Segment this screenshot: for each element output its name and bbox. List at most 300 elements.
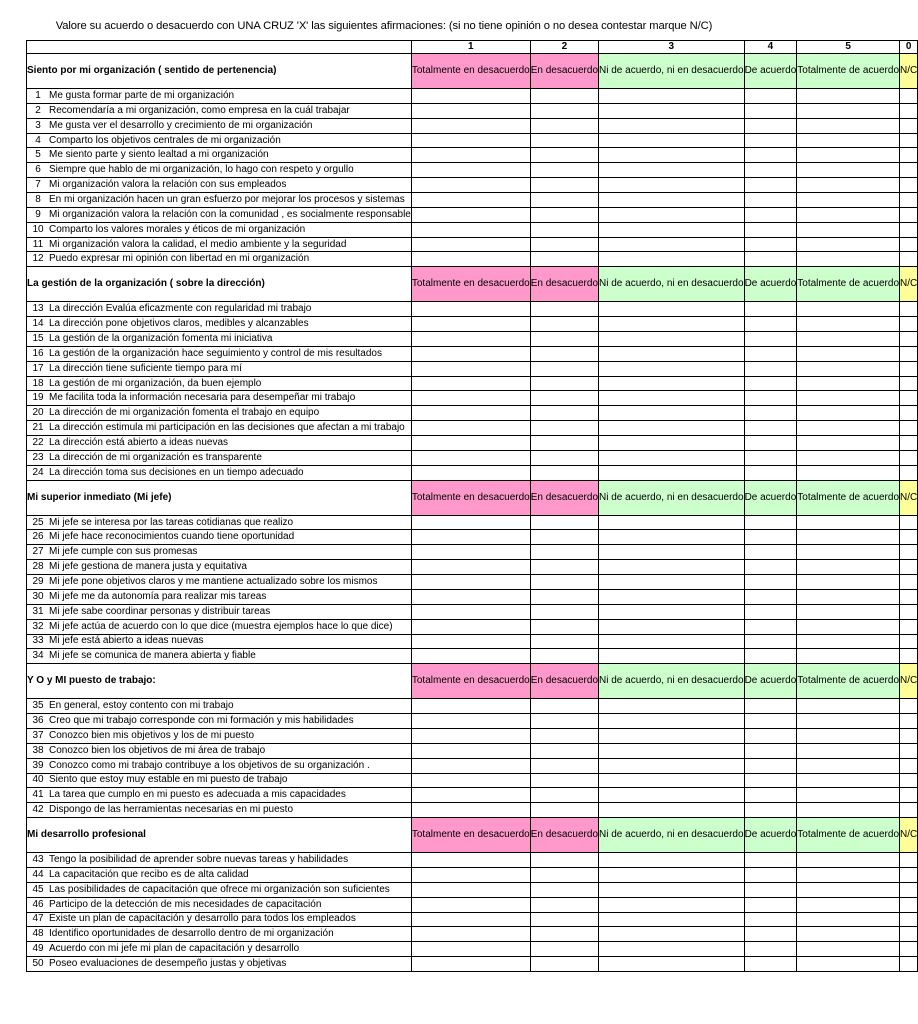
answer-cell-totalmente-de-acuerdo[interactable] <box>797 649 900 664</box>
answer-cell-nc[interactable] <box>900 714 918 729</box>
answer-cell-totalmente-en-desacuerdo[interactable] <box>411 758 530 773</box>
answer-cell-en-desacuerdo[interactable] <box>530 530 598 545</box>
answer-cell-en-desacuerdo[interactable] <box>530 882 598 897</box>
answer-cell-nc[interactable] <box>900 560 918 575</box>
answer-cell-nc[interactable] <box>900 465 918 480</box>
answer-cell-nc[interactable] <box>900 89 918 104</box>
answer-cell-ni-de-acuerdo-ni-en-desacuerdo[interactable] <box>599 530 745 545</box>
answer-cell-totalmente-en-desacuerdo[interactable] <box>411 912 530 927</box>
answer-cell-totalmente-en-desacuerdo[interactable] <box>411 193 530 208</box>
answer-cell-nc[interactable] <box>900 867 918 882</box>
answer-cell-totalmente-de-acuerdo[interactable] <box>797 604 900 619</box>
answer-cell-ni-de-acuerdo-ni-en-desacuerdo[interactable] <box>599 317 745 332</box>
answer-cell-totalmente-de-acuerdo[interactable] <box>797 436 900 451</box>
answer-cell-de-acuerdo[interactable] <box>744 302 797 317</box>
answer-cell-totalmente-de-acuerdo[interactable] <box>797 406 900 421</box>
answer-cell-totalmente-en-desacuerdo[interactable] <box>411 465 530 480</box>
answer-cell-de-acuerdo[interactable] <box>744 882 797 897</box>
answer-cell-en-desacuerdo[interactable] <box>530 728 598 743</box>
answer-cell-totalmente-en-desacuerdo[interactable] <box>411 575 530 590</box>
answer-cell-totalmente-en-desacuerdo[interactable] <box>411 853 530 868</box>
answer-cell-nc[interactable] <box>900 163 918 178</box>
answer-cell-en-desacuerdo[interactable] <box>530 634 598 649</box>
answer-cell-de-acuerdo[interactable] <box>744 530 797 545</box>
answer-cell-totalmente-en-desacuerdo[interactable] <box>411 728 530 743</box>
answer-cell-en-desacuerdo[interactable] <box>530 589 598 604</box>
answer-cell-nc[interactable] <box>900 302 918 317</box>
answer-cell-en-desacuerdo[interactable] <box>530 619 598 634</box>
answer-cell-en-desacuerdo[interactable] <box>530 118 598 133</box>
answer-cell-totalmente-en-desacuerdo[interactable] <box>411 773 530 788</box>
answer-cell-ni-de-acuerdo-ni-en-desacuerdo[interactable] <box>599 515 745 530</box>
answer-cell-ni-de-acuerdo-ni-en-desacuerdo[interactable] <box>599 103 745 118</box>
answer-cell-nc[interactable] <box>900 758 918 773</box>
answer-cell-totalmente-de-acuerdo[interactable] <box>797 773 900 788</box>
answer-cell-nc[interactable] <box>900 133 918 148</box>
answer-cell-totalmente-de-acuerdo[interactable] <box>797 332 900 347</box>
answer-cell-nc[interactable] <box>900 743 918 758</box>
answer-cell-nc[interactable] <box>900 957 918 972</box>
answer-cell-de-acuerdo[interactable] <box>744 465 797 480</box>
answer-cell-de-acuerdo[interactable] <box>744 912 797 927</box>
answer-cell-totalmente-de-acuerdo[interactable] <box>797 560 900 575</box>
answer-cell-de-acuerdo[interactable] <box>744 897 797 912</box>
answer-cell-de-acuerdo[interactable] <box>744 193 797 208</box>
answer-cell-totalmente-en-desacuerdo[interactable] <box>411 376 530 391</box>
answer-cell-en-desacuerdo[interactable] <box>530 421 598 436</box>
answer-cell-de-acuerdo[interactable] <box>744 450 797 465</box>
answer-cell-totalmente-en-desacuerdo[interactable] <box>411 421 530 436</box>
answer-cell-totalmente-en-desacuerdo[interactable] <box>411 927 530 942</box>
answer-cell-totalmente-de-acuerdo[interactable] <box>797 912 900 927</box>
answer-cell-ni-de-acuerdo-ni-en-desacuerdo[interactable] <box>599 376 745 391</box>
answer-cell-nc[interactable] <box>900 634 918 649</box>
answer-cell-de-acuerdo[interactable] <box>744 942 797 957</box>
answer-cell-totalmente-de-acuerdo[interactable] <box>797 317 900 332</box>
answer-cell-totalmente-en-desacuerdo[interactable] <box>411 897 530 912</box>
answer-cell-totalmente-de-acuerdo[interactable] <box>797 222 900 237</box>
answer-cell-totalmente-de-acuerdo[interactable] <box>797 530 900 545</box>
answer-cell-nc[interactable] <box>900 436 918 451</box>
answer-cell-nc[interactable] <box>900 912 918 927</box>
answer-cell-nc[interactable] <box>900 178 918 193</box>
answer-cell-en-desacuerdo[interactable] <box>530 649 598 664</box>
answer-cell-de-acuerdo[interactable] <box>744 361 797 376</box>
answer-cell-de-acuerdo[interactable] <box>744 867 797 882</box>
answer-cell-totalmente-de-acuerdo[interactable] <box>797 788 900 803</box>
answer-cell-nc[interactable] <box>900 361 918 376</box>
answer-cell-en-desacuerdo[interactable] <box>530 252 598 267</box>
answer-cell-totalmente-en-desacuerdo[interactable] <box>411 530 530 545</box>
answer-cell-de-acuerdo[interactable] <box>744 957 797 972</box>
answer-cell-en-desacuerdo[interactable] <box>530 376 598 391</box>
answer-cell-ni-de-acuerdo-ni-en-desacuerdo[interactable] <box>599 619 745 634</box>
answer-cell-ni-de-acuerdo-ni-en-desacuerdo[interactable] <box>599 604 745 619</box>
answer-cell-ni-de-acuerdo-ni-en-desacuerdo[interactable] <box>599 118 745 133</box>
answer-cell-nc[interactable] <box>900 619 918 634</box>
answer-cell-en-desacuerdo[interactable] <box>530 773 598 788</box>
answer-cell-de-acuerdo[interactable] <box>744 118 797 133</box>
answer-cell-totalmente-de-acuerdo[interactable] <box>797 376 900 391</box>
answer-cell-totalmente-de-acuerdo[interactable] <box>797 699 900 714</box>
answer-cell-ni-de-acuerdo-ni-en-desacuerdo[interactable] <box>599 575 745 590</box>
answer-cell-totalmente-en-desacuerdo[interactable] <box>411 148 530 163</box>
answer-cell-ni-de-acuerdo-ni-en-desacuerdo[interactable] <box>599 346 745 361</box>
answer-cell-en-desacuerdo[interactable] <box>530 133 598 148</box>
answer-cell-en-desacuerdo[interactable] <box>530 207 598 222</box>
answer-cell-ni-de-acuerdo-ni-en-desacuerdo[interactable] <box>599 560 745 575</box>
answer-cell-totalmente-en-desacuerdo[interactable] <box>411 634 530 649</box>
answer-cell-totalmente-en-desacuerdo[interactable] <box>411 133 530 148</box>
answer-cell-ni-de-acuerdo-ni-en-desacuerdo[interactable] <box>599 942 745 957</box>
answer-cell-nc[interactable] <box>900 773 918 788</box>
answer-cell-de-acuerdo[interactable] <box>744 773 797 788</box>
answer-cell-totalmente-de-acuerdo[interactable] <box>797 89 900 104</box>
answer-cell-en-desacuerdo[interactable] <box>530 897 598 912</box>
answer-cell-ni-de-acuerdo-ni-en-desacuerdo[interactable] <box>599 773 745 788</box>
answer-cell-totalmente-en-desacuerdo[interactable] <box>411 163 530 178</box>
answer-cell-totalmente-de-acuerdo[interactable] <box>797 927 900 942</box>
answer-cell-en-desacuerdo[interactable] <box>530 302 598 317</box>
answer-cell-totalmente-de-acuerdo[interactable] <box>797 193 900 208</box>
answer-cell-de-acuerdo[interactable] <box>744 103 797 118</box>
answer-cell-en-desacuerdo[interactable] <box>530 391 598 406</box>
answer-cell-de-acuerdo[interactable] <box>744 133 797 148</box>
answer-cell-nc[interactable] <box>900 421 918 436</box>
answer-cell-nc[interactable] <box>900 207 918 222</box>
answer-cell-en-desacuerdo[interactable] <box>530 803 598 818</box>
answer-cell-nc[interactable] <box>900 882 918 897</box>
answer-cell-en-desacuerdo[interactable] <box>530 912 598 927</box>
answer-cell-totalmente-en-desacuerdo[interactable] <box>411 803 530 818</box>
answer-cell-totalmente-en-desacuerdo[interactable] <box>411 882 530 897</box>
answer-cell-totalmente-de-acuerdo[interactable] <box>797 728 900 743</box>
answer-cell-totalmente-en-desacuerdo[interactable] <box>411 222 530 237</box>
answer-cell-ni-de-acuerdo-ni-en-desacuerdo[interactable] <box>599 897 745 912</box>
answer-cell-totalmente-en-desacuerdo[interactable] <box>411 346 530 361</box>
answer-cell-de-acuerdo[interactable] <box>744 545 797 560</box>
answer-cell-nc[interactable] <box>900 346 918 361</box>
answer-cell-de-acuerdo[interactable] <box>744 604 797 619</box>
answer-cell-en-desacuerdo[interactable] <box>530 237 598 252</box>
answer-cell-nc[interactable] <box>900 237 918 252</box>
answer-cell-ni-de-acuerdo-ni-en-desacuerdo[interactable] <box>599 148 745 163</box>
answer-cell-ni-de-acuerdo-ni-en-desacuerdo[interactable] <box>599 803 745 818</box>
answer-cell-nc[interactable] <box>900 530 918 545</box>
answer-cell-en-desacuerdo[interactable] <box>530 222 598 237</box>
answer-cell-en-desacuerdo[interactable] <box>530 406 598 421</box>
answer-cell-totalmente-de-acuerdo[interactable] <box>797 867 900 882</box>
answer-cell-totalmente-de-acuerdo[interactable] <box>797 515 900 530</box>
answer-cell-totalmente-en-desacuerdo[interactable] <box>411 103 530 118</box>
answer-cell-nc[interactable] <box>900 927 918 942</box>
answer-cell-totalmente-en-desacuerdo[interactable] <box>411 118 530 133</box>
answer-cell-en-desacuerdo[interactable] <box>530 450 598 465</box>
answer-cell-totalmente-en-desacuerdo[interactable] <box>411 361 530 376</box>
answer-cell-ni-de-acuerdo-ni-en-desacuerdo[interactable] <box>599 545 745 560</box>
answer-cell-totalmente-en-desacuerdo[interactable] <box>411 714 530 729</box>
answer-cell-nc[interactable] <box>900 317 918 332</box>
answer-cell-totalmente-de-acuerdo[interactable] <box>797 545 900 560</box>
answer-cell-ni-de-acuerdo-ni-en-desacuerdo[interactable] <box>599 193 745 208</box>
answer-cell-ni-de-acuerdo-ni-en-desacuerdo[interactable] <box>599 421 745 436</box>
answer-cell-nc[interactable] <box>900 942 918 957</box>
answer-cell-totalmente-de-acuerdo[interactable] <box>797 743 900 758</box>
answer-cell-totalmente-de-acuerdo[interactable] <box>797 758 900 773</box>
answer-cell-totalmente-en-desacuerdo[interactable] <box>411 515 530 530</box>
answer-cell-ni-de-acuerdo-ni-en-desacuerdo[interactable] <box>599 853 745 868</box>
answer-cell-totalmente-en-desacuerdo[interactable] <box>411 178 530 193</box>
answer-cell-en-desacuerdo[interactable] <box>530 758 598 773</box>
answer-cell-en-desacuerdo[interactable] <box>530 89 598 104</box>
answer-cell-ni-de-acuerdo-ni-en-desacuerdo[interactable] <box>599 589 745 604</box>
answer-cell-de-acuerdo[interactable] <box>744 391 797 406</box>
answer-cell-totalmente-en-desacuerdo[interactable] <box>411 406 530 421</box>
answer-cell-en-desacuerdo[interactable] <box>530 346 598 361</box>
answer-cell-totalmente-en-desacuerdo[interactable] <box>411 545 530 560</box>
answer-cell-ni-de-acuerdo-ni-en-desacuerdo[interactable] <box>599 788 745 803</box>
answer-cell-en-desacuerdo[interactable] <box>530 575 598 590</box>
answer-cell-totalmente-en-desacuerdo[interactable] <box>411 589 530 604</box>
answer-cell-en-desacuerdo[interactable] <box>530 788 598 803</box>
answer-cell-ni-de-acuerdo-ni-en-desacuerdo[interactable] <box>599 406 745 421</box>
answer-cell-totalmente-de-acuerdo[interactable] <box>797 575 900 590</box>
answer-cell-en-desacuerdo[interactable] <box>530 927 598 942</box>
answer-cell-de-acuerdo[interactable] <box>744 332 797 347</box>
answer-cell-nc[interactable] <box>900 728 918 743</box>
answer-cell-totalmente-de-acuerdo[interactable] <box>797 619 900 634</box>
answer-cell-nc[interactable] <box>900 604 918 619</box>
answer-cell-ni-de-acuerdo-ni-en-desacuerdo[interactable] <box>599 728 745 743</box>
answer-cell-totalmente-de-acuerdo[interactable] <box>797 589 900 604</box>
answer-cell-totalmente-en-desacuerdo[interactable] <box>411 743 530 758</box>
answer-cell-totalmente-de-acuerdo[interactable] <box>797 346 900 361</box>
answer-cell-totalmente-en-desacuerdo[interactable] <box>411 302 530 317</box>
answer-cell-en-desacuerdo[interactable] <box>530 714 598 729</box>
answer-cell-de-acuerdo[interactable] <box>744 634 797 649</box>
answer-cell-ni-de-acuerdo-ni-en-desacuerdo[interactable] <box>599 252 745 267</box>
answer-cell-ni-de-acuerdo-ni-en-desacuerdo[interactable] <box>599 450 745 465</box>
answer-cell-en-desacuerdo[interactable] <box>530 853 598 868</box>
answer-cell-de-acuerdo[interactable] <box>744 803 797 818</box>
answer-cell-totalmente-de-acuerdo[interactable] <box>797 882 900 897</box>
answer-cell-ni-de-acuerdo-ni-en-desacuerdo[interactable] <box>599 332 745 347</box>
answer-cell-ni-de-acuerdo-ni-en-desacuerdo[interactable] <box>599 927 745 942</box>
answer-cell-totalmente-de-acuerdo[interactable] <box>797 302 900 317</box>
answer-cell-en-desacuerdo[interactable] <box>530 436 598 451</box>
answer-cell-ni-de-acuerdo-ni-en-desacuerdo[interactable] <box>599 237 745 252</box>
answer-cell-ni-de-acuerdo-ni-en-desacuerdo[interactable] <box>599 436 745 451</box>
answer-cell-totalmente-de-acuerdo[interactable] <box>797 252 900 267</box>
answer-cell-totalmente-en-desacuerdo[interactable] <box>411 207 530 222</box>
answer-cell-de-acuerdo[interactable] <box>744 222 797 237</box>
answer-cell-nc[interactable] <box>900 589 918 604</box>
answer-cell-totalmente-en-desacuerdo[interactable] <box>411 957 530 972</box>
answer-cell-ni-de-acuerdo-ni-en-desacuerdo[interactable] <box>599 882 745 897</box>
answer-cell-totalmente-de-acuerdo[interactable] <box>797 237 900 252</box>
answer-cell-de-acuerdo[interactable] <box>744 515 797 530</box>
answer-cell-nc[interactable] <box>900 252 918 267</box>
answer-cell-totalmente-en-desacuerdo[interactable] <box>411 604 530 619</box>
answer-cell-en-desacuerdo[interactable] <box>530 317 598 332</box>
answer-cell-de-acuerdo[interactable] <box>744 589 797 604</box>
answer-cell-totalmente-en-desacuerdo[interactable] <box>411 867 530 882</box>
answer-cell-nc[interactable] <box>900 897 918 912</box>
answer-cell-de-acuerdo[interactable] <box>744 406 797 421</box>
answer-cell-ni-de-acuerdo-ni-en-desacuerdo[interactable] <box>599 361 745 376</box>
answer-cell-totalmente-en-desacuerdo[interactable] <box>411 237 530 252</box>
answer-cell-ni-de-acuerdo-ni-en-desacuerdo[interactable] <box>599 758 745 773</box>
answer-cell-en-desacuerdo[interactable] <box>530 867 598 882</box>
answer-cell-totalmente-de-acuerdo[interactable] <box>797 714 900 729</box>
answer-cell-ni-de-acuerdo-ni-en-desacuerdo[interactable] <box>599 302 745 317</box>
answer-cell-totalmente-de-acuerdo[interactable] <box>797 421 900 436</box>
answer-cell-nc[interactable] <box>900 376 918 391</box>
answer-cell-totalmente-en-desacuerdo[interactable] <box>411 699 530 714</box>
answer-cell-de-acuerdo[interactable] <box>744 714 797 729</box>
answer-cell-de-acuerdo[interactable] <box>744 376 797 391</box>
answer-cell-nc[interactable] <box>900 148 918 163</box>
answer-cell-totalmente-de-acuerdo[interactable] <box>797 133 900 148</box>
answer-cell-ni-de-acuerdo-ni-en-desacuerdo[interactable] <box>599 391 745 406</box>
answer-cell-de-acuerdo[interactable] <box>744 575 797 590</box>
answer-cell-ni-de-acuerdo-ni-en-desacuerdo[interactable] <box>599 89 745 104</box>
answer-cell-en-desacuerdo[interactable] <box>530 942 598 957</box>
answer-cell-de-acuerdo[interactable] <box>744 927 797 942</box>
answer-cell-totalmente-en-desacuerdo[interactable] <box>411 942 530 957</box>
answer-cell-de-acuerdo[interactable] <box>744 728 797 743</box>
answer-cell-nc[interactable] <box>900 545 918 560</box>
answer-cell-de-acuerdo[interactable] <box>744 252 797 267</box>
answer-cell-totalmente-en-desacuerdo[interactable] <box>411 317 530 332</box>
answer-cell-en-desacuerdo[interactable] <box>530 163 598 178</box>
answer-cell-totalmente-de-acuerdo[interactable] <box>797 103 900 118</box>
answer-cell-ni-de-acuerdo-ni-en-desacuerdo[interactable] <box>599 699 745 714</box>
answer-cell-nc[interactable] <box>900 515 918 530</box>
answer-cell-totalmente-de-acuerdo[interactable] <box>797 803 900 818</box>
answer-cell-de-acuerdo[interactable] <box>744 853 797 868</box>
answer-cell-nc[interactable] <box>900 193 918 208</box>
answer-cell-ni-de-acuerdo-ni-en-desacuerdo[interactable] <box>599 957 745 972</box>
answer-cell-nc[interactable] <box>900 450 918 465</box>
answer-cell-de-acuerdo[interactable] <box>744 619 797 634</box>
answer-cell-totalmente-de-acuerdo[interactable] <box>797 361 900 376</box>
answer-cell-totalmente-de-acuerdo[interactable] <box>797 634 900 649</box>
answer-cell-en-desacuerdo[interactable] <box>530 465 598 480</box>
answer-cell-ni-de-acuerdo-ni-en-desacuerdo[interactable] <box>599 912 745 927</box>
answer-cell-nc[interactable] <box>900 118 918 133</box>
answer-cell-de-acuerdo[interactable] <box>744 178 797 193</box>
answer-cell-nc[interactable] <box>900 803 918 818</box>
answer-cell-totalmente-en-desacuerdo[interactable] <box>411 649 530 664</box>
answer-cell-nc[interactable] <box>900 853 918 868</box>
answer-cell-de-acuerdo[interactable] <box>744 317 797 332</box>
answer-cell-totalmente-de-acuerdo[interactable] <box>797 118 900 133</box>
answer-cell-de-acuerdo[interactable] <box>744 207 797 222</box>
answer-cell-nc[interactable] <box>900 222 918 237</box>
answer-cell-ni-de-acuerdo-ni-en-desacuerdo[interactable] <box>599 222 745 237</box>
answer-cell-nc[interactable] <box>900 103 918 118</box>
answer-cell-totalmente-de-acuerdo[interactable] <box>797 942 900 957</box>
answer-cell-totalmente-de-acuerdo[interactable] <box>797 450 900 465</box>
answer-cell-totalmente-en-desacuerdo[interactable] <box>411 436 530 451</box>
answer-cell-en-desacuerdo[interactable] <box>530 545 598 560</box>
answer-cell-totalmente-en-desacuerdo[interactable] <box>411 391 530 406</box>
answer-cell-ni-de-acuerdo-ni-en-desacuerdo[interactable] <box>599 743 745 758</box>
answer-cell-totalmente-de-acuerdo[interactable] <box>797 178 900 193</box>
answer-cell-nc[interactable] <box>900 699 918 714</box>
answer-cell-nc[interactable] <box>900 788 918 803</box>
answer-cell-totalmente-en-desacuerdo[interactable] <box>411 450 530 465</box>
answer-cell-en-desacuerdo[interactable] <box>530 743 598 758</box>
answer-cell-de-acuerdo[interactable] <box>744 699 797 714</box>
answer-cell-nc[interactable] <box>900 332 918 347</box>
answer-cell-totalmente-de-acuerdo[interactable] <box>797 897 900 912</box>
answer-cell-totalmente-en-desacuerdo[interactable] <box>411 619 530 634</box>
answer-cell-de-acuerdo[interactable] <box>744 163 797 178</box>
answer-cell-en-desacuerdo[interactable] <box>530 361 598 376</box>
answer-cell-totalmente-en-desacuerdo[interactable] <box>411 560 530 575</box>
answer-cell-totalmente-en-desacuerdo[interactable] <box>411 252 530 267</box>
answer-cell-totalmente-de-acuerdo[interactable] <box>797 207 900 222</box>
answer-cell-de-acuerdo[interactable] <box>744 560 797 575</box>
answer-cell-en-desacuerdo[interactable] <box>530 178 598 193</box>
answer-cell-totalmente-de-acuerdo[interactable] <box>797 391 900 406</box>
answer-cell-en-desacuerdo[interactable] <box>530 148 598 163</box>
answer-cell-nc[interactable] <box>900 575 918 590</box>
answer-cell-en-desacuerdo[interactable] <box>530 515 598 530</box>
answer-cell-nc[interactable] <box>900 391 918 406</box>
answer-cell-ni-de-acuerdo-ni-en-desacuerdo[interactable] <box>599 714 745 729</box>
answer-cell-ni-de-acuerdo-ni-en-desacuerdo[interactable] <box>599 867 745 882</box>
answer-cell-totalmente-de-acuerdo[interactable] <box>797 957 900 972</box>
answer-cell-de-acuerdo[interactable] <box>744 436 797 451</box>
answer-cell-de-acuerdo[interactable] <box>744 649 797 664</box>
answer-cell-de-acuerdo[interactable] <box>744 788 797 803</box>
answer-cell-ni-de-acuerdo-ni-en-desacuerdo[interactable] <box>599 465 745 480</box>
answer-cell-ni-de-acuerdo-ni-en-desacuerdo[interactable] <box>599 133 745 148</box>
answer-cell-ni-de-acuerdo-ni-en-desacuerdo[interactable] <box>599 207 745 222</box>
answer-cell-ni-de-acuerdo-ni-en-desacuerdo[interactable] <box>599 634 745 649</box>
answer-cell-de-acuerdo[interactable] <box>744 237 797 252</box>
answer-cell-en-desacuerdo[interactable] <box>530 560 598 575</box>
answer-cell-de-acuerdo[interactable] <box>744 758 797 773</box>
answer-cell-en-desacuerdo[interactable] <box>530 103 598 118</box>
answer-cell-ni-de-acuerdo-ni-en-desacuerdo[interactable] <box>599 178 745 193</box>
answer-cell-en-desacuerdo[interactable] <box>530 957 598 972</box>
answer-cell-en-desacuerdo[interactable] <box>530 332 598 347</box>
answer-cell-ni-de-acuerdo-ni-en-desacuerdo[interactable] <box>599 649 745 664</box>
answer-cell-en-desacuerdo[interactable] <box>530 604 598 619</box>
answer-cell-totalmente-de-acuerdo[interactable] <box>797 465 900 480</box>
answer-cell-de-acuerdo[interactable] <box>744 89 797 104</box>
answer-cell-totalmente-de-acuerdo[interactable] <box>797 148 900 163</box>
answer-cell-totalmente-de-acuerdo[interactable] <box>797 853 900 868</box>
answer-cell-nc[interactable] <box>900 649 918 664</box>
answer-cell-en-desacuerdo[interactable] <box>530 193 598 208</box>
answer-cell-en-desacuerdo[interactable] <box>530 699 598 714</box>
answer-cell-totalmente-en-desacuerdo[interactable] <box>411 89 530 104</box>
answer-cell-ni-de-acuerdo-ni-en-desacuerdo[interactable] <box>599 163 745 178</box>
answer-cell-de-acuerdo[interactable] <box>744 346 797 361</box>
answer-cell-de-acuerdo[interactable] <box>744 421 797 436</box>
answer-cell-de-acuerdo[interactable] <box>744 743 797 758</box>
answer-cell-totalmente-de-acuerdo[interactable] <box>797 163 900 178</box>
answer-cell-totalmente-en-desacuerdo[interactable] <box>411 788 530 803</box>
answer-cell-de-acuerdo[interactable] <box>744 148 797 163</box>
answer-cell-totalmente-en-desacuerdo[interactable] <box>411 332 530 347</box>
answer-cell-nc[interactable] <box>900 406 918 421</box>
